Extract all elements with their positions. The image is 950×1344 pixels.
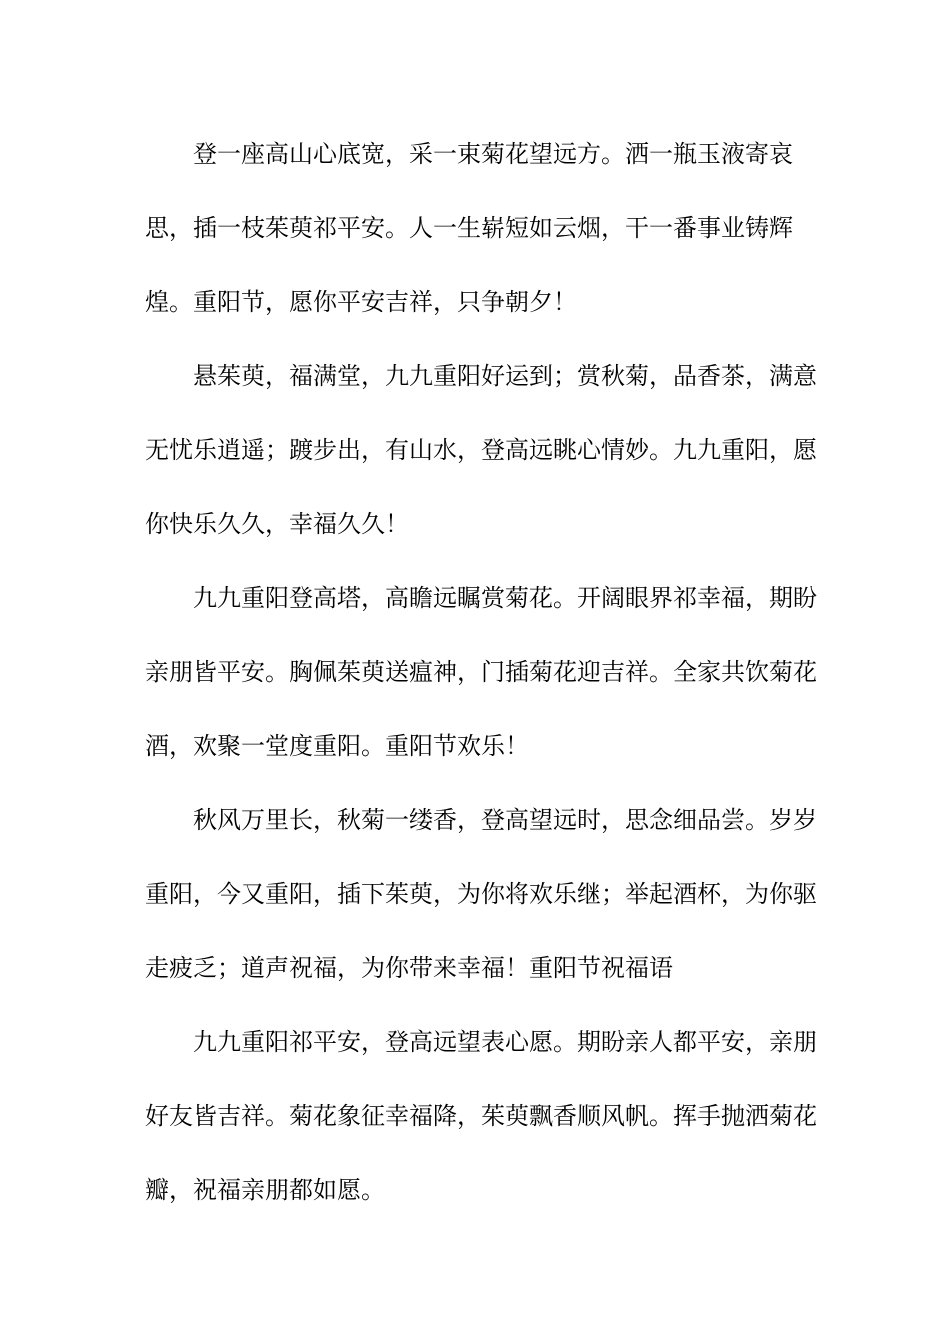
paragraph-4: 秋风万里长，秋菊一缕香，登高望远时，思念细品尝。岁岁重阳，今又重阳，插下茱萸，为你将欢乐继；举起酒杯，为你驱走疲乏；道声祝福，为你带来幸福！重阳节祝福语	[145, 806, 817, 982]
document-body	[145, 117, 825, 1227]
paragraph-1: 登一座高山心底宽，采一束菊花望远方。洒一瓶玉液寄哀思，插一枝茱萸祁平安。人一生崭短如云烟，干一番事业铸辉煌。重阳节，愿你平安吉祥，只争朝夕！	[145, 140, 793, 316]
paragraph-5: 九九重阳祁平安，登高远望表心愿。期盼亲人都平安，亲朋好友皆吉祥。菊花象征幸福降，茱萸飘香顺风帆。挥手抛洒菊花瓣，祝福亲朋都如愿。	[145, 1028, 817, 1204]
paragraph-2: 悬茱萸，福满堂，九九重阳好运到；赏秋菊，品香茶，满意无忧乐逍遥；踱步出，有山水，登高远眺心情妙。九九重阳，愿你快乐久久，幸福久久！	[145, 362, 817, 538]
paragraph-3: 九九重阳登高塔，高瞻远瞩赏菊花。开阔眼界祁幸福，期盼亲朋皆平安。胸佩茱萸送瘟神，门插菊花迎吉祥。全家共饮菊花酒，欢聚一堂度重阳。重阳节欢乐！	[145, 584, 817, 760]
